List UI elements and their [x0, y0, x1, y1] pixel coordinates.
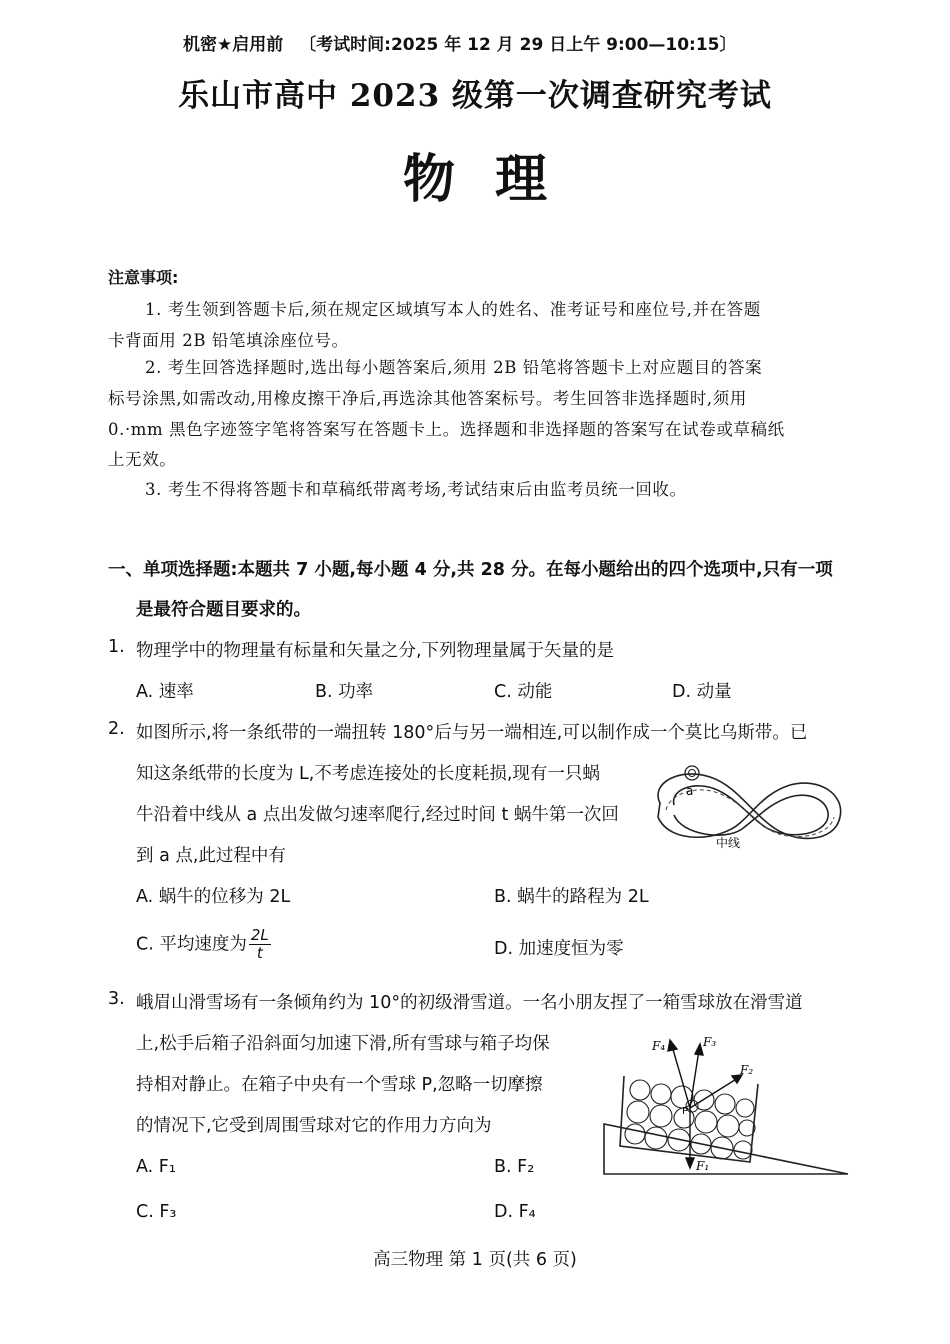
q2-stem-line: 到 a 点,此过程中有	[136, 846, 286, 866]
snowball-box-figure	[600, 1028, 850, 1178]
q2-option-b: B. 蜗牛的路程为 2L	[494, 887, 649, 907]
notice-line: 3. 考生不得将答题卡和草稿纸带离考场,考试结束后由监考员统一回收。	[145, 480, 687, 499]
confidential-label: 机密★启用前	[183, 35, 284, 55]
q2-option-a: A. 蜗牛的位移为 2L	[136, 887, 291, 907]
q3-option-b: B. F₂	[494, 1157, 535, 1177]
notice-heading: 注意事项:	[108, 268, 179, 287]
q3-stem-line: 峨眉山滑雪场有一条倾角约为 10°的初级滑雪道。一名小朋友捏了一箱雪球放在滑雪道	[136, 993, 803, 1013]
notice-line: 1. 考生领到答题卡后,须在规定区域填写本人的姓名、准考证号和座位号,并在答题	[145, 300, 761, 319]
fig-label-p: P	[682, 1106, 689, 1117]
q2-option-c-label: C. 平均速度为	[136, 934, 247, 955]
q3-stem-line: 持相对静止。在箱子中央有一个雪球 P,忽略一切摩擦	[136, 1075, 543, 1095]
exam-time: 〔考试时间:2025 年 12 月 29 日上午 9:00—10:15〕	[299, 35, 737, 55]
fig-label-a: a	[686, 784, 694, 798]
fig-label-f2: F₂	[740, 1063, 754, 1077]
q2-option-d: D. 加速度恒为零	[494, 939, 624, 959]
fig-label-f1: F₁	[696, 1159, 710, 1173]
q2-option-c	[136, 927, 271, 962]
q2-stem-line: 如图所示,将一条纸带的一端扭转 180°后与另一端相连,可以制作成一个莫比乌斯带。已	[136, 723, 808, 743]
q3-option-d: D. F₄	[494, 1202, 536, 1222]
q3-stem-line: 的情况下,它受到周围雪球对它的作用力方向为	[136, 1116, 492, 1136]
q2-stem-line: 知这条纸带的长度为 L,不考虑连接处的长度耗损,现有一只蜗	[136, 764, 600, 784]
fig-label-f3: F₃	[703, 1035, 717, 1049]
q3-stem-line: 上,松手后箱子沿斜面匀加速下滑,所有雪球与箱子均保	[136, 1034, 550, 1054]
notice-line: 标号涂黑,如需改动,用橡皮擦干净后,再选涂其他答案标号。考生回答非选择题时,须用	[108, 389, 747, 408]
fraction-2L-over-t	[249, 927, 271, 962]
q3-option-a: A. F₁	[136, 1157, 176, 1177]
exam-header	[183, 30, 737, 55]
q1-option-c: C. 动能	[494, 682, 553, 702]
q2-stem-line: 牛沿着中线从 a 点出发做匀速率爬行,经过时间 t 蜗牛第一次回	[136, 805, 619, 825]
notice-line: 卡背面用 2B 铅笔填涂座位号。	[108, 331, 349, 350]
q1-option-d: D. 动量	[672, 682, 732, 702]
notice-line: 2. 考生回答选择题时,选出每小题答案后,须用 2B 铅笔将答题卡上对应题目的答案	[145, 358, 763, 377]
exam-title: 乐山市高中 2023 级第一次调查研究考试	[178, 78, 772, 114]
section-heading-cont: 是最符合题目要求的。	[136, 600, 311, 620]
mobius-strip-figure	[640, 755, 852, 865]
q3-option-c: C. F₃	[136, 1202, 177, 1222]
q1-stem: 物理学中的物理量有标量和矢量之分,下列物理量属于矢量的是	[136, 641, 615, 661]
notice-line: 上无效。	[108, 450, 177, 469]
q2-number: 2.	[108, 719, 125, 739]
frac-numerator: 2L	[250, 926, 269, 944]
page-footer: 高三物理 第 1 页(共 6 页)	[373, 1250, 577, 1270]
section-heading: 一、单项选择题:本题共 7 小题,每小题 4 分,共 28 分。在每小题给出的四个选项中,只有一项	[108, 560, 833, 580]
q1-number: 1.	[108, 637, 125, 657]
q1-option-a: A. 速率	[136, 682, 194, 702]
q3-number: 3.	[108, 989, 125, 1009]
notice-line: 0.·mm 黑色字迹签字笔将答案写在答题卡上。选择题和非选择题的答案写在试卷或草稿纸	[108, 420, 785, 439]
fig-label-f4: F₄	[652, 1039, 666, 1053]
fig-label-midline: 中线	[716, 836, 741, 850]
frac-denominator: t	[256, 944, 263, 962]
subject-title: 物理	[402, 149, 587, 210]
q1-option-b: B. 功率	[315, 682, 374, 702]
